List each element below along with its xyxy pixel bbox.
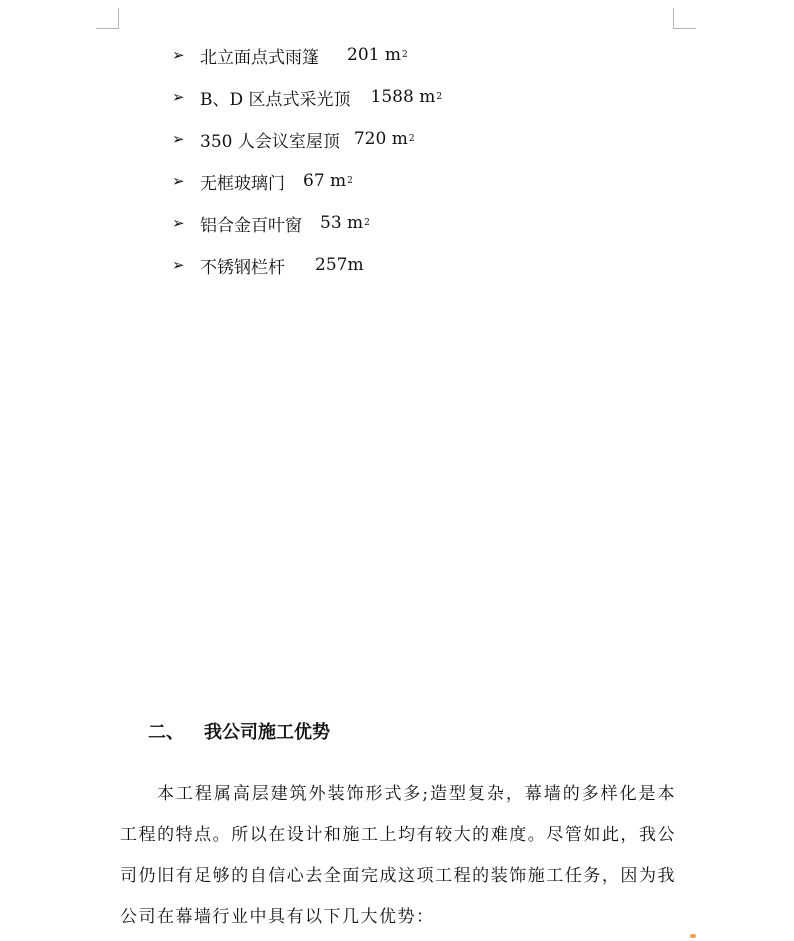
list-item (172, 202, 442, 244)
list-item (172, 160, 442, 202)
unit-superscript: 2 (364, 218, 370, 228)
list-item (172, 76, 442, 118)
arrow-bullet-icon: ➢ (172, 46, 185, 64)
page-corner-mark-left (96, 8, 119, 29)
arrow-bullet-icon: ➢ (172, 130, 185, 148)
body-paragraph: 本工程属高层建筑外装饰形式多;造型复杂，幕墙的多样化是本工程的特点。所以在设计和施工上均有较大的难度。尽管如此，我公司仍旧有足够的自信心去全面完成这项工程的装饰施工任务，因为我公司在幕墙行业中具有以下几大优势： (120, 784, 676, 927)
item-label: B、D 区点式采光顶 (200, 89, 351, 110)
unit-superscript: 2 (408, 134, 415, 144)
section-title: 我公司施工优势 (204, 722, 330, 743)
item-value: 1588 m (370, 87, 436, 107)
item-value: 67 m (303, 171, 347, 191)
item-value: 201 m (347, 45, 401, 65)
item-value: 53 m (320, 213, 364, 233)
arrow-bullet-icon: ➢ (172, 172, 185, 190)
list-item (172, 118, 442, 160)
unit-superscript: 2 (347, 176, 353, 186)
list-item (172, 244, 442, 286)
unit-superscript: 2 (401, 50, 408, 60)
arrow-bullet-icon: ➢ (172, 256, 185, 274)
section-heading (148, 718, 330, 744)
arrow-bullet-icon: ➢ (172, 88, 185, 106)
item-value: 257m (315, 255, 364, 275)
arrow-bullet-icon: ➢ (172, 214, 185, 232)
quantity-list (172, 34, 442, 286)
item-label: 铝合金百叶窗 (200, 215, 302, 236)
item-value: 720 m (353, 129, 408, 149)
corner-dot (690, 934, 696, 938)
item-label: 350 人会议室屋顶 (200, 131, 340, 152)
list-item (172, 34, 442, 76)
section-number: 二、 (148, 722, 184, 743)
item-label: 北立面点式雨篷 (200, 47, 319, 68)
unit-superscript: 2 (436, 92, 443, 102)
item-label: 无框玻璃门 (200, 173, 285, 194)
item-label: 不锈钢栏杆 (200, 257, 285, 278)
page-corner-mark-right (673, 8, 696, 29)
